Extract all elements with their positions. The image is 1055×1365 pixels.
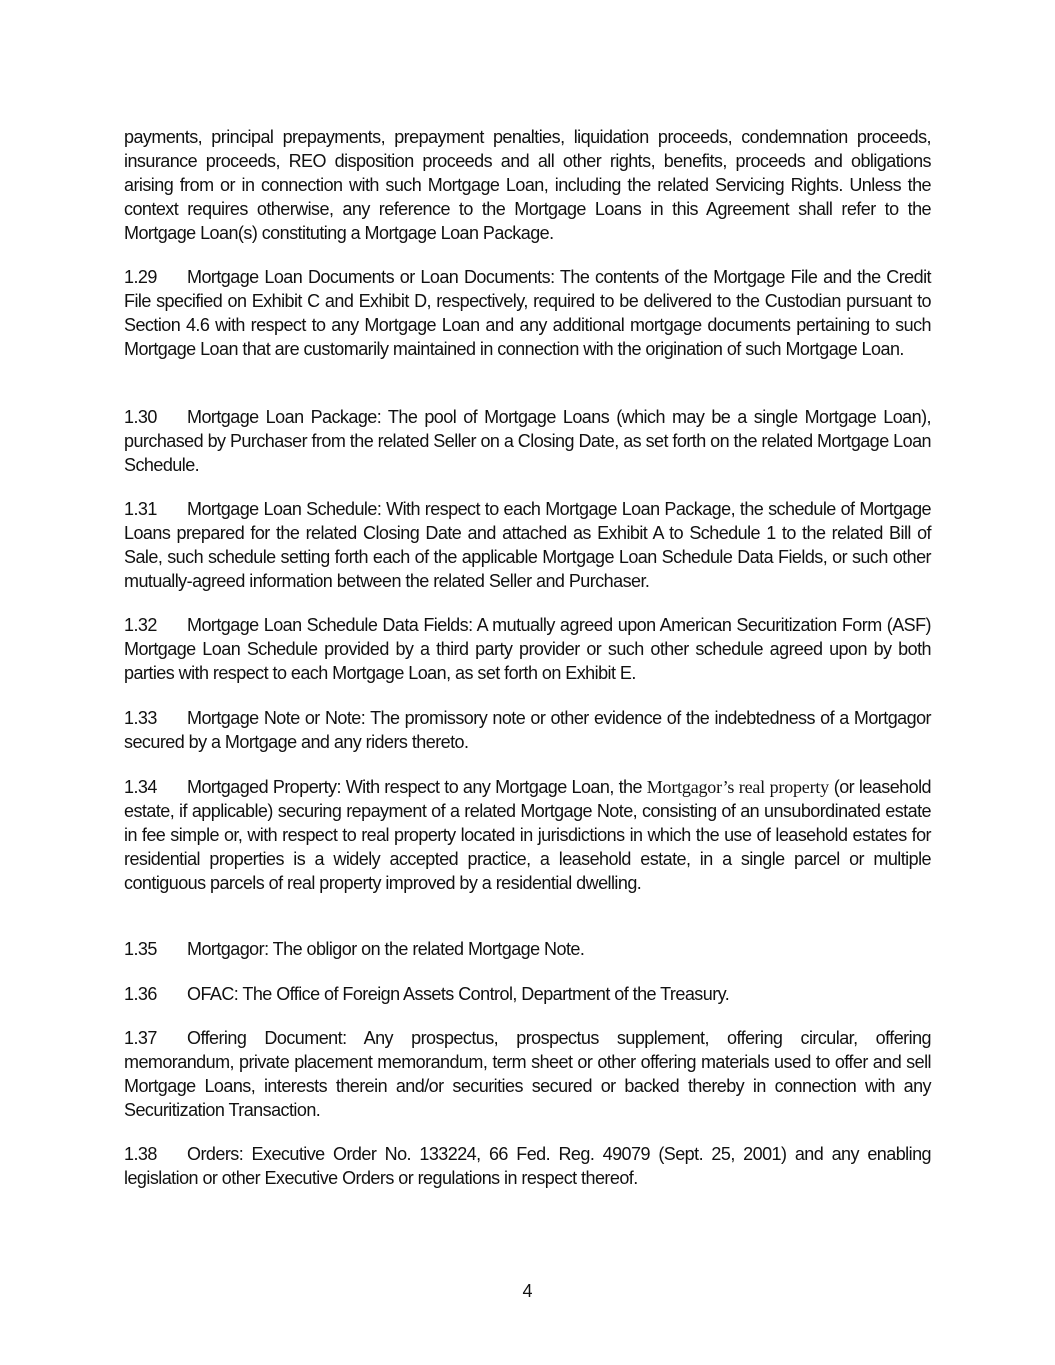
section-text: Mortgage Loan Package: The pool of Mortgage Loans (which may be a single Mortgage Loan), purchased by Purchaser from the related Seller on a Closing Date, as set forth on the related Mortgage Loan Schedule.: [124, 407, 931, 475]
section-1-29: [124, 265, 931, 361]
section-text-after: (or leasehold estate, if applicable) securing repayment of a related Mortgage Note, consisting of an unsubordinated estate in fee simple or, with respect to real property located in jurisdictions in which the use of leasehold estates for residential properties is a widely accepted practice, a leasehold estate, in a single parcel or multiple contiguous parcels of real property improved by a residential dwelling.: [124, 777, 931, 893]
section-number: 1.35: [124, 939, 157, 959]
section-1-32: [124, 613, 931, 685]
section-1-36: [124, 982, 931, 1006]
section-number: 1.38: [124, 1144, 157, 1164]
section-1-34: [124, 775, 931, 895]
section-text: Mortgage Loan Schedule: With respect to each Mortgage Loan Package, the schedule of Mortgage Loans prepared for the related Closing Date and attached as Exhibit A to Schedule 1 to the related Bill of Sale, such schedule setting forth each of the applicable Mortgage Loan Schedule Data Fields, or such other mutually-agreed information between the related Seller and Purchaser.: [124, 499, 931, 591]
section-text: Offering Document: Any prospectus, prospectus supplement, offering circular, offering memorandum, private placement memorandum, term sheet or other offering materials used to offer and sell Mortgage Loans, interests therein and/or securities secured or backed thereby in connection with any Securitization Transaction.: [124, 1028, 931, 1120]
section-number: 1.29: [124, 267, 157, 287]
section-1-37: [124, 1026, 931, 1122]
section-1-35: [124, 937, 931, 961]
section-text: Mortgage Note or Note: The promissory note or other evidence of the indebtedness of a Mortgagor secured by a Mortgage and any riders thereto.: [124, 708, 931, 752]
section-number: 1.37: [124, 1028, 157, 1048]
intro-text: payments, principal prepayments, prepayment penalties, liquidation proceeds, condemnation proceeds, insurance proceeds, REO disposition proceeds and all other rights, benefits, proceeds and obligations arising from or in connection with such Mortgage Loan, including the related Servicing Rights. Unless the context requires otherwise, any reference to the Mortgage Loans in this Agreement shall refer to the Mortgage Loan(s) constituting a Mortgage Loan Package.: [124, 127, 931, 243]
section-text: Mortgage Loan Schedule Data Fields: A mutually agreed upon American Securitization Form (ASF) Mortgage Loan Schedule provided by a third party provider or such other schedule agreed upon by both parties with respect to each Mortgage Loan, as set forth on Exhibit E.: [124, 615, 931, 683]
section-text: Orders: Executive Order No. 133224, 66 Fed. Reg. 49079 (Sept. 25, 2001) and any enabling legislation or other Executive Orders or regulations in respect thereof.: [124, 1144, 931, 1188]
section-text-before: Mortgaged Property: With respect to any Mortgage Loan, the: [187, 777, 647, 797]
section-number: 1.36: [124, 984, 157, 1004]
section-number: 1.32: [124, 615, 157, 635]
section-text-serif: Mortgagor’s real property: [646, 777, 829, 797]
section-number: 1.30: [124, 407, 157, 427]
section-1-30: [124, 405, 931, 477]
section-1-38: [124, 1142, 931, 1190]
section-1-33: [124, 706, 931, 754]
section-text: OFAC: The Office of Foreign Assets Control, Department of the Treasury.: [187, 984, 730, 1004]
section-number: 1.33: [124, 708, 157, 728]
section-text: Mortgagor: The obligor on the related Mortgage Note.: [187, 939, 585, 959]
section-number: 1.34: [124, 777, 157, 797]
section-text: Mortgage Loan Documents or Loan Documents: The contents of the Mortgage File and the Credit File specified on Exhibit C and Exhibit D, respectively, required to be delivered to the Custodian pursuant to Section 4.6 with respect to any Mortgage Loan and any additional mortgage documents pertaining to such Mortgage Loan that are customarily maintained in connection with the origination of such Mortgage Loan.: [124, 267, 931, 359]
section-1-31: [124, 497, 931, 593]
intro-paragraph: [124, 125, 931, 245]
section-number: 1.31: [124, 499, 157, 519]
page-number: 4: [522, 1281, 533, 1301]
